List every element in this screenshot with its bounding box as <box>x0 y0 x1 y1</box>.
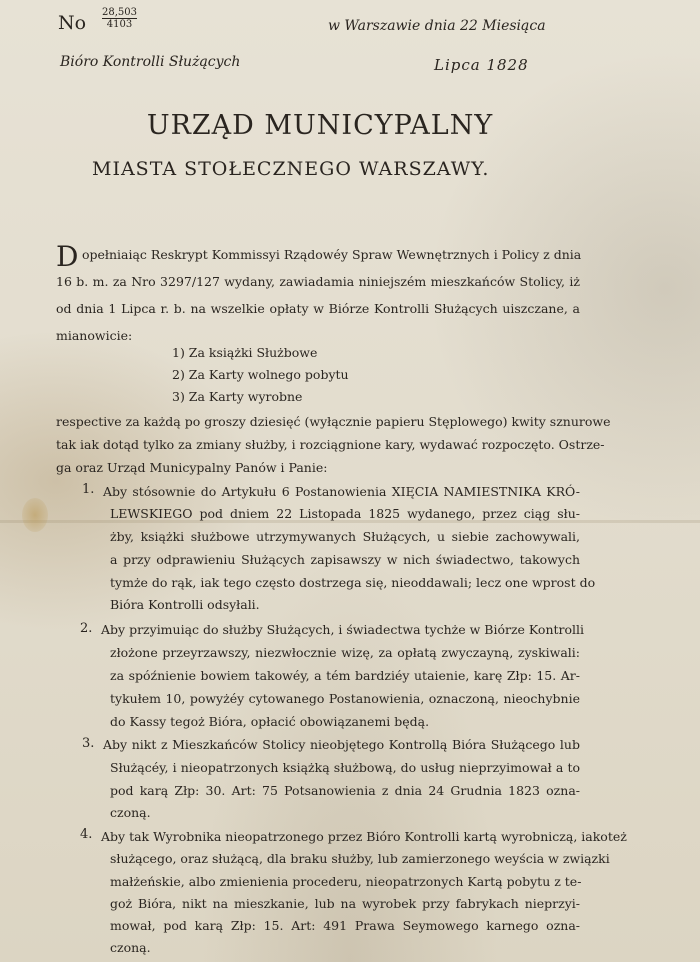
point-number: 3. <box>82 736 95 751</box>
intro-line: od dnia 1 Lipca r. b. na wszelkie opłaty w Biórze Kontrolli Służących uiszczane, a <box>56 301 580 316</box>
office-name: Bióro Kontrolli Służących <box>60 54 241 70</box>
point-line: Aby tak Wyrobnika nieopatrzonego przez Bióro Kontrolli kartą wyrobniczą, iakoteż <box>101 829 627 844</box>
reference-number-top: 28,503 <box>102 7 137 18</box>
point-line: mował, pod karą Złp: 15. Art: 491 Prawa Seymowego karnego ozna- <box>110 918 580 933</box>
fee-item: 1) Za książki Służbowe <box>172 345 318 360</box>
point-line: czoną. <box>110 940 151 955</box>
point-line: żby, książki służbowe utrzymywanych Służących, u siebie zachowywali, <box>110 529 580 544</box>
point-line: pod karą Złp: 30. Art: 75 Potsanowienia z dnia 24 Grudnia 1823 ozna- <box>110 783 580 798</box>
point-number: 2. <box>80 621 93 636</box>
point-line: Aby stósownie do Artykułu 6 Postanowienia XIĘCIA NAMIESTNIKA KRÓ- <box>103 484 580 499</box>
body-line: tak iak dotąd tylko za zmiany służby, i rozciągnione kary, wydawać rozpoczęto. Ostrze- <box>56 437 605 452</box>
fee-item: 2) Za Karty wolnego pobytu <box>172 367 349 382</box>
month-year: Lipca 1828 <box>434 56 529 74</box>
point-number: 1. <box>82 482 95 497</box>
point-line: tykułem 10, powyżéy cytowanego Postanowienia, oznaczoną, nieochybnie <box>110 691 580 706</box>
intro-line: mianowicie: <box>56 328 133 343</box>
number-label: No <box>58 12 87 34</box>
fee-item: 3) Za Karty wyrobne <box>172 389 303 404</box>
body-line: ga oraz Urząd Municypalny Panów i Panie: <box>56 460 328 475</box>
point-line: służącego, oraz służącą, dla braku służby, lub zamierzonego weyścia w związki <box>110 851 610 866</box>
water-stain <box>22 498 48 532</box>
point-line: złożone przeyrzawszy, niezwłocznie wizę, za opłatą zwyczayną, zyskiwali: <box>110 645 580 660</box>
point-line: Bióra Kontrolli odsyłali. <box>110 597 260 612</box>
drop-cap: D <box>56 240 79 273</box>
point-line: małżeńskie, albo zmienienia procederu, nieopatrzonych Kartą pobytu z te- <box>110 874 582 889</box>
point-line: goż Bióra, nikt na mieszkanie, lub na wyrobek przy fabrykach nieprzyi- <box>110 896 580 911</box>
point-line: Aby przyimuiąc do służby Służących, i świadectwa tychże w Biórze Kontrolli <box>101 622 585 637</box>
point-number: 4. <box>80 827 93 842</box>
body-line: respective za każdą po groszy dziesięć (wyłącznie papieru Stęplowego) kwity sznurowe <box>56 414 611 429</box>
place-date: w Warszawie dnia 22 Miesiąca <box>328 18 546 34</box>
intro-line: opełniaiąc Reskrypt Kommissyi Rządowéy Spraw Wewnętrznych i Policy z dnia <box>82 247 582 262</box>
page-title: URZĄD MUNICYPALNY <box>146 110 494 141</box>
intro-line: 16 b. m. za Nro 3297/127 wydany, zawiadamia niniejszém mieszkańców Stolicy, iż <box>56 274 580 289</box>
point-line: Aby nikt z Mieszkańców Stolicy nieobjętego Kontrollą Bióra Służącego lub <box>103 737 580 752</box>
page-subtitle: MIASTA STOŁECZNEGO WARSZAWY. <box>92 158 490 180</box>
reference-number <box>102 7 137 30</box>
point-line: do Kassy tegoż Bióra, opłacić obowiązanemi będą. <box>110 714 430 729</box>
point-line: czoną. <box>110 805 151 820</box>
reference-number-bottom: 4103 <box>102 18 137 30</box>
point-line: za spóźnienie bowiem takowéy, a tém bardziéy utaienie, karę Złp: 15. Ar- <box>110 668 580 683</box>
point-line: tymże do rąk, iak tego często dostrzega się, nieoddawali; lecz one wprost do <box>110 575 596 590</box>
point-line: a przy odprawieniu Służących zapisawszy w nich świadectwo, takowych <box>110 552 580 567</box>
point-line: Służącéy, i nieopatrzonych książką służbową, do usług nieprzyimował a to <box>110 760 580 775</box>
point-line: LEWSKIEGO pod dniem 22 Listopada 1825 wydanego, przez ciąg słu- <box>110 506 580 521</box>
